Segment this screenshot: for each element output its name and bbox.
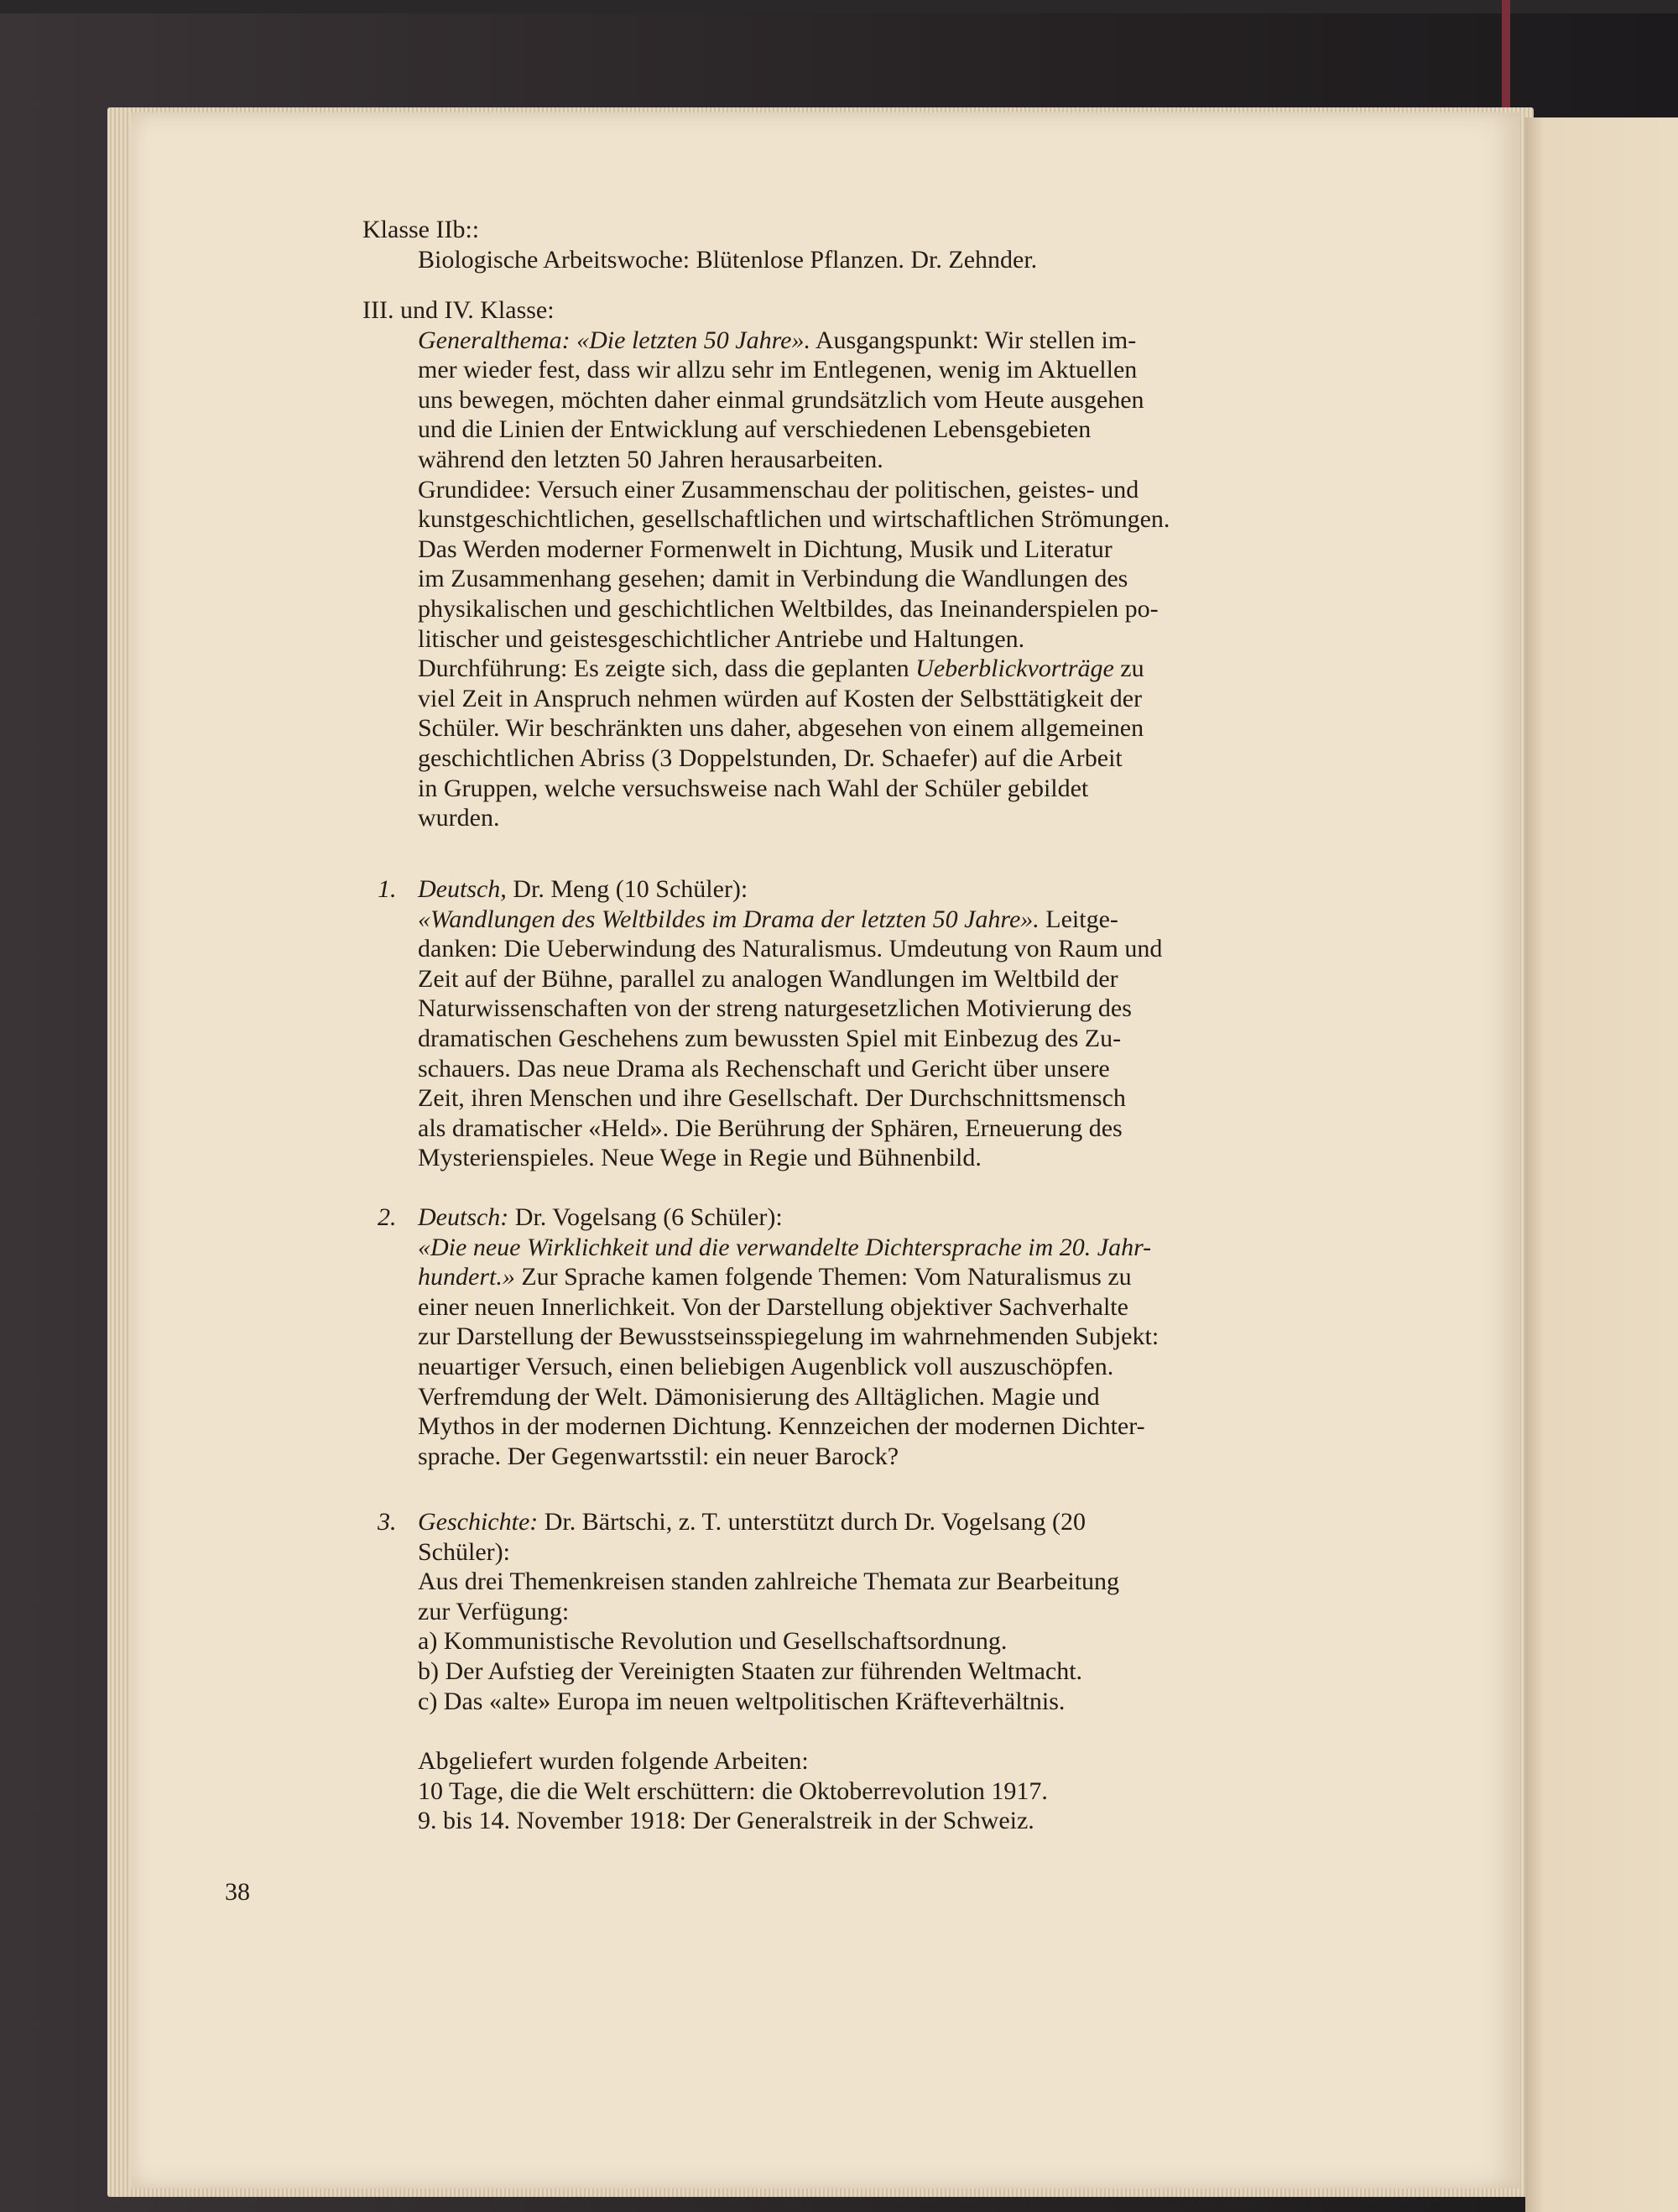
klasse-iib-heading: Klasse IIb::: [362, 216, 480, 243]
item-1-subject: Deutsch,: [418, 875, 507, 903]
execution-italic: Ueberblickvorträge: [915, 655, 1114, 683]
theme-line: [418, 326, 1340, 356]
item-2-title-line2: [418, 1262, 1340, 1292]
intro-line: und die Linien der Entwicklung auf verschiedenen Lebensgebieten: [418, 415, 1092, 444]
scan-top-edge: [0, 0, 1678, 13]
item-3-delivered-heading: Abgeliefert wurden folgende Arbeiten:: [418, 1747, 809, 1776]
klasse-iib-line: Biologische Arbeitswoche: Blütenlose Pflanzen. Dr. Zehnder.: [418, 245, 1038, 274]
execution-end: zu: [1120, 655, 1144, 683]
item-2-section: [378, 1203, 1340, 1471]
item-3-section: [378, 1507, 1340, 1836]
item-2-header: [418, 1203, 1340, 1233]
intro-line: uns bewegen, möchten daher einmal grundsätzlich vom Heute ausgehen: [418, 385, 1144, 414]
item-2-title-line1: «Die neue Wirklichkeit und die verwandelte Dichtersprache im 20. Jahr-: [418, 1233, 1152, 1261]
theme-label: Generalthema:: [418, 326, 571, 354]
item-2-line: zur Darstellung der Bewusstseinsspiegelung im wahrnehmenden Subjekt:: [418, 1323, 1159, 1351]
idea-line: Grundidee: Versuch einer Zusammenschau der politischen, geistes- und: [418, 475, 1139, 503]
item-3-teacher-line2: Schüler):: [418, 1537, 510, 1566]
item-1-line: danken: Die Ueberwindung des Naturalismus. Umdeutung von Raum und: [418, 935, 1163, 963]
spacer: [418, 1716, 1340, 1746]
item-1-title-after: Leitge-: [1045, 905, 1118, 933]
item-3-teacher: Dr. Bärtschi, z. T. unterstützt durch Dr. Vogelsang (20: [544, 1508, 1086, 1536]
item-3-line: zur Verfügung:: [418, 1597, 570, 1625]
facing-page: [1525, 117, 1678, 2212]
item-3-subject: Geschichte:: [418, 1508, 539, 1536]
item-3-topic: c) Das «alte» Europa im neuen weltpolitischen Kräfteverhältnis.: [418, 1687, 1066, 1715]
item-2-title-after: Zur Sprache kamen folgende Themen: Vom Naturalismus zu: [521, 1263, 1132, 1291]
item-1-line: Mysterienspieles. Neue Wege in Regie und Bühnenbild.: [418, 1144, 982, 1172]
klasse-iib-section: [362, 215, 1327, 274]
execution-line: [418, 654, 1340, 684]
execution-start: Durchführung: Es zeigte sich, dass die geplanten: [418, 655, 909, 683]
item-2-teacher: Dr. Vogelsang (6 Schüler):: [514, 1203, 783, 1231]
execution-line: viel Zeit in Anspruch nehmen würden auf Kosten der Selbsttätigkeit der: [418, 684, 1143, 712]
item-2-line: einer neuen Innerlichkeit. Von der Darstellung objektiver Sachverhalte: [418, 1292, 1128, 1321]
item-1-number: 1.: [378, 875, 397, 903]
klasse-iii-iv-section: [362, 295, 1340, 833]
execution-line: in Gruppen, welche versuchsweise nach Wahl der Schüler gebildet: [418, 774, 1089, 802]
idea-line: kunstgeschichtlichen, gesellschaftlichen und wirtschaftlichen Strömungen.: [418, 505, 1170, 534]
item-1-section: [378, 874, 1340, 1173]
execution-line: wurden.: [418, 804, 500, 832]
item-1-line: als dramatischer «Held». Die Berührung der Sphären, Erneuerung des: [418, 1114, 1123, 1142]
intro-line: mer wieder fest, dass wir allzu sehr im Entlegenen, wenig im Aktuellen: [418, 356, 1138, 384]
item-1-line: Zeit auf der Bühne, parallel zu analogen Wandlungen im Weltbild der: [418, 964, 1118, 993]
page-number: 38: [225, 1878, 250, 1906]
item-1-line: dramatischen Geschehens zum bewussten Spiel mit Einbezug des Zu-: [418, 1024, 1122, 1052]
item-1-title: «Wandlungen des Weltbildes im Drama der letzten 50 Jahre».: [418, 905, 1040, 933]
item-1-title-line: [418, 905, 1340, 935]
item-2-line: Verfremdung der Welt. Dämonisierung des Alltäglichen. Magie und: [418, 1382, 1100, 1411]
klasse-iii-iv-heading: III. und IV. Klasse:: [362, 296, 555, 324]
item-1-line: Naturwissenschaften von der streng naturgesetzlichen Motivierung des: [418, 994, 1132, 1023]
item-2-number: 2.: [378, 1203, 397, 1231]
item-2-subject: Deutsch:: [418, 1203, 509, 1231]
theme-title: «Die letzten 50 Jahre».: [576, 326, 810, 354]
idea-line: Das Werden moderner Formenwelt in Dichtung, Musik und Literatur: [418, 535, 1113, 563]
execution-line: geschichtlichen Abriss (3 Doppelstunden, Dr. Schaefer) auf die Arbeit: [418, 743, 1123, 772]
item-3-topic: b) Der Aufstieg der Vereinigten Staaten zur führenden Weltmacht.: [418, 1656, 1083, 1685]
idea-line: physikalischen und geschichtlichen Weltbildes, das Ineinanderspielen po-: [418, 594, 1159, 623]
item-1-header: [418, 874, 1340, 905]
item-1-line: Zeit, ihren Menschen und ihre Gesellschaft. Der Durchschnittsmensch: [418, 1084, 1126, 1113]
item-2-line: neuartiger Versuch, einen beliebigen Augenblick voll auszuschöpfen.: [418, 1352, 1114, 1380]
intro-line: während den letzten 50 Jahren herausarbeiten.: [418, 445, 883, 473]
item-2-title-end: hundert.»: [418, 1263, 515, 1291]
intro-line1-rest: Ausgangspunkt: Wir stellen im-: [815, 326, 1137, 354]
item-3-delivered: 10 Tage, die die Welt erschüttern: die Oktoberrevolution 1917.: [418, 1776, 1048, 1805]
item-3-line: Aus drei Themenkreisen standen zahlreiche Themata zur Bearbeitung: [418, 1568, 1120, 1596]
item-3-topic: a) Kommunistische Revolution und Gesellschaftsordnung.: [418, 1627, 1008, 1656]
item-3-number: 3.: [378, 1508, 397, 1536]
item-2-line: sprache. Der Gegenwartsstil: ein neuer Barock?: [418, 1442, 899, 1470]
item-3-delivered: 9. bis 14. November 1918: Der Generalstreik in der Schweiz.: [418, 1807, 1034, 1835]
idea-line: im Zusammenhang gesehen; damit in Verbindung die Wandlungen des: [418, 565, 1128, 593]
item-2-line: Mythos in der modernen Dichtung. Kennzeichen der modernen Dichter-: [418, 1412, 1145, 1441]
execution-line: Schüler. Wir beschränkten uns daher, abgesehen von einem allgemeinen: [418, 714, 1144, 743]
item-1-line: schauers. Das neue Drama als Rechenschaft und Gericht über unsere: [418, 1054, 1110, 1083]
item-3-header: [418, 1507, 1340, 1537]
idea-line: litischer und geistesgeschichtlicher Antriebe und Haltungen.: [418, 624, 1025, 653]
item-1-teacher: Dr. Meng (10 Schüler):: [513, 875, 748, 903]
